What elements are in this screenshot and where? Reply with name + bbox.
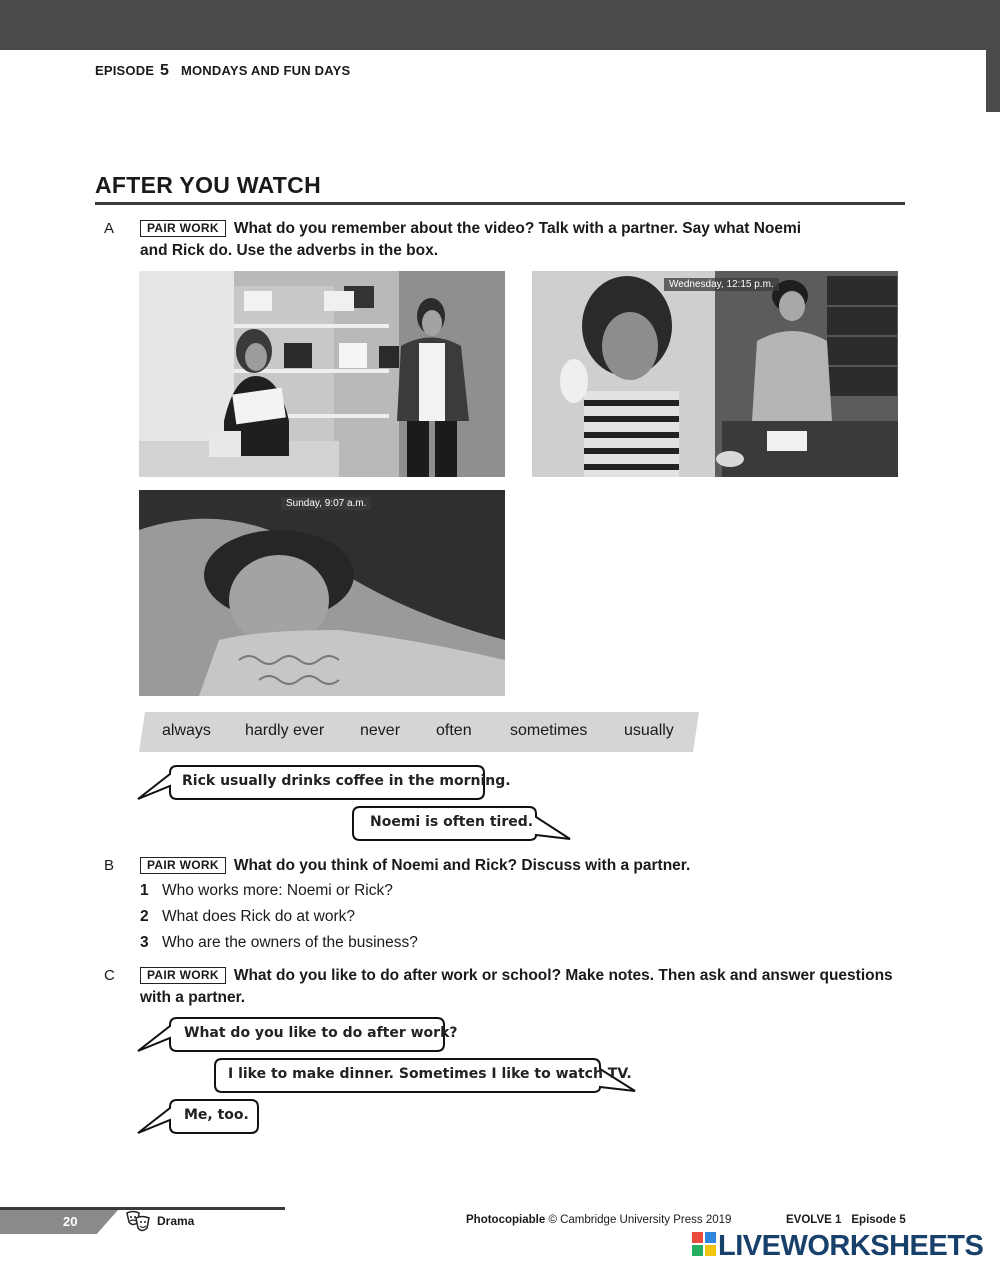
exercise-a-instruction	[140, 218, 801, 262]
photo-eating-at-desk	[532, 271, 898, 477]
title-rule	[95, 202, 905, 205]
pair-work-tag: PAIR WORK	[140, 857, 226, 874]
copyright-notice	[466, 1214, 731, 1226]
top-band	[0, 0, 1000, 50]
photo-sleeping	[139, 490, 505, 696]
course-name: EVOLVE 1	[786, 1214, 842, 1226]
bubble-text: Me, too.	[184, 1107, 249, 1123]
copyright-text: © Cambridge University Press 2019	[548, 1214, 732, 1226]
exercise-b-instruction	[140, 855, 690, 877]
speech-bubble-noemi-tired	[351, 805, 573, 843]
exercise-c-line1: What do you like to do after work or school? Make notes. Then ask and answer questions	[233, 967, 893, 984]
exercise-c-instruction	[140, 965, 893, 1009]
adverb-box	[139, 712, 699, 752]
episode-number: 5	[160, 62, 170, 79]
question-number: 1	[140, 882, 149, 899]
question-text: Who are the owners of the business?	[162, 934, 418, 951]
question-text: What does Rick do at work?	[162, 908, 355, 925]
exercise-b-letter: B	[104, 857, 115, 874]
question-item	[140, 934, 418, 952]
exercise-a-letter: A	[104, 220, 115, 237]
question-number: 2	[140, 908, 149, 925]
episode-title: MONDAYS AND FUN DAYS	[180, 63, 351, 78]
episode-header	[95, 62, 350, 80]
adverb-hardly-ever: hardly ever	[245, 722, 325, 739]
section-title: AFTER YOU WATCH	[95, 172, 321, 198]
adverb-usually: usually	[624, 722, 674, 739]
bubble-text: Noemi is often tired.	[370, 814, 534, 830]
exercise-c-line2: with a partner.	[140, 989, 246, 1006]
drama-label: Drama	[157, 1214, 195, 1228]
speech-bubble-question	[137, 1016, 458, 1054]
adverb-always: always	[162, 722, 211, 739]
speech-bubble-me-too	[137, 1098, 262, 1136]
adverb-often: often	[436, 722, 472, 739]
episode-ref: Episode 5	[851, 1214, 906, 1226]
bubble-text: I like to make dinner. Sometimes I like to watch TV.	[228, 1066, 632, 1082]
speech-bubble-rick-coffee	[137, 764, 511, 802]
exercise-b-text: What do you think of Noemi and Rick? Discuss with a partner.	[233, 857, 691, 874]
timestamp-sunday: Sunday, 9:07 a.m.	[281, 497, 371, 510]
course-info	[786, 1214, 906, 1226]
bubble-text: What do you like to do after work?	[184, 1025, 458, 1041]
question-text: Who works more: Noemi or Rick?	[162, 882, 393, 899]
bubble-text: Rick usually drinks coffee in the morning.	[182, 773, 511, 789]
exercise-a-line1: What do you remember about the video? Talk with a partner. Say what Noemi	[233, 220, 802, 237]
page-number: 20	[63, 1214, 78, 1229]
speech-bubble-answer	[213, 1057, 638, 1095]
exercise-a-line2: and Rick do. Use the adverbs in the box.	[140, 242, 439, 259]
adverb-never: never	[360, 722, 401, 739]
question-item	[140, 882, 393, 900]
timestamp-wednesday: Wednesday, 12:15 p.m.	[664, 278, 779, 291]
question-number: 3	[140, 934, 149, 951]
question-item	[140, 908, 355, 926]
photocopiable-label: Photocopiable	[466, 1214, 546, 1226]
liveworksheets-brand[interactable]: LIVEWORKSHEETS	[718, 1230, 984, 1262]
photo-office-meeting	[139, 271, 505, 477]
liveworksheets-logo-icon	[692, 1232, 716, 1261]
exercise-c-letter: C	[104, 967, 115, 984]
theater-masks-icon	[125, 1210, 151, 1239]
episode-label: EPISODE	[95, 63, 155, 78]
pair-work-tag: PAIR WORK	[140, 967, 226, 984]
page-number-tab	[0, 1210, 118, 1234]
adverb-sometimes: sometimes	[510, 722, 588, 739]
side-tab	[986, 50, 1000, 112]
pair-work-tag: PAIR WORK	[140, 220, 226, 237]
